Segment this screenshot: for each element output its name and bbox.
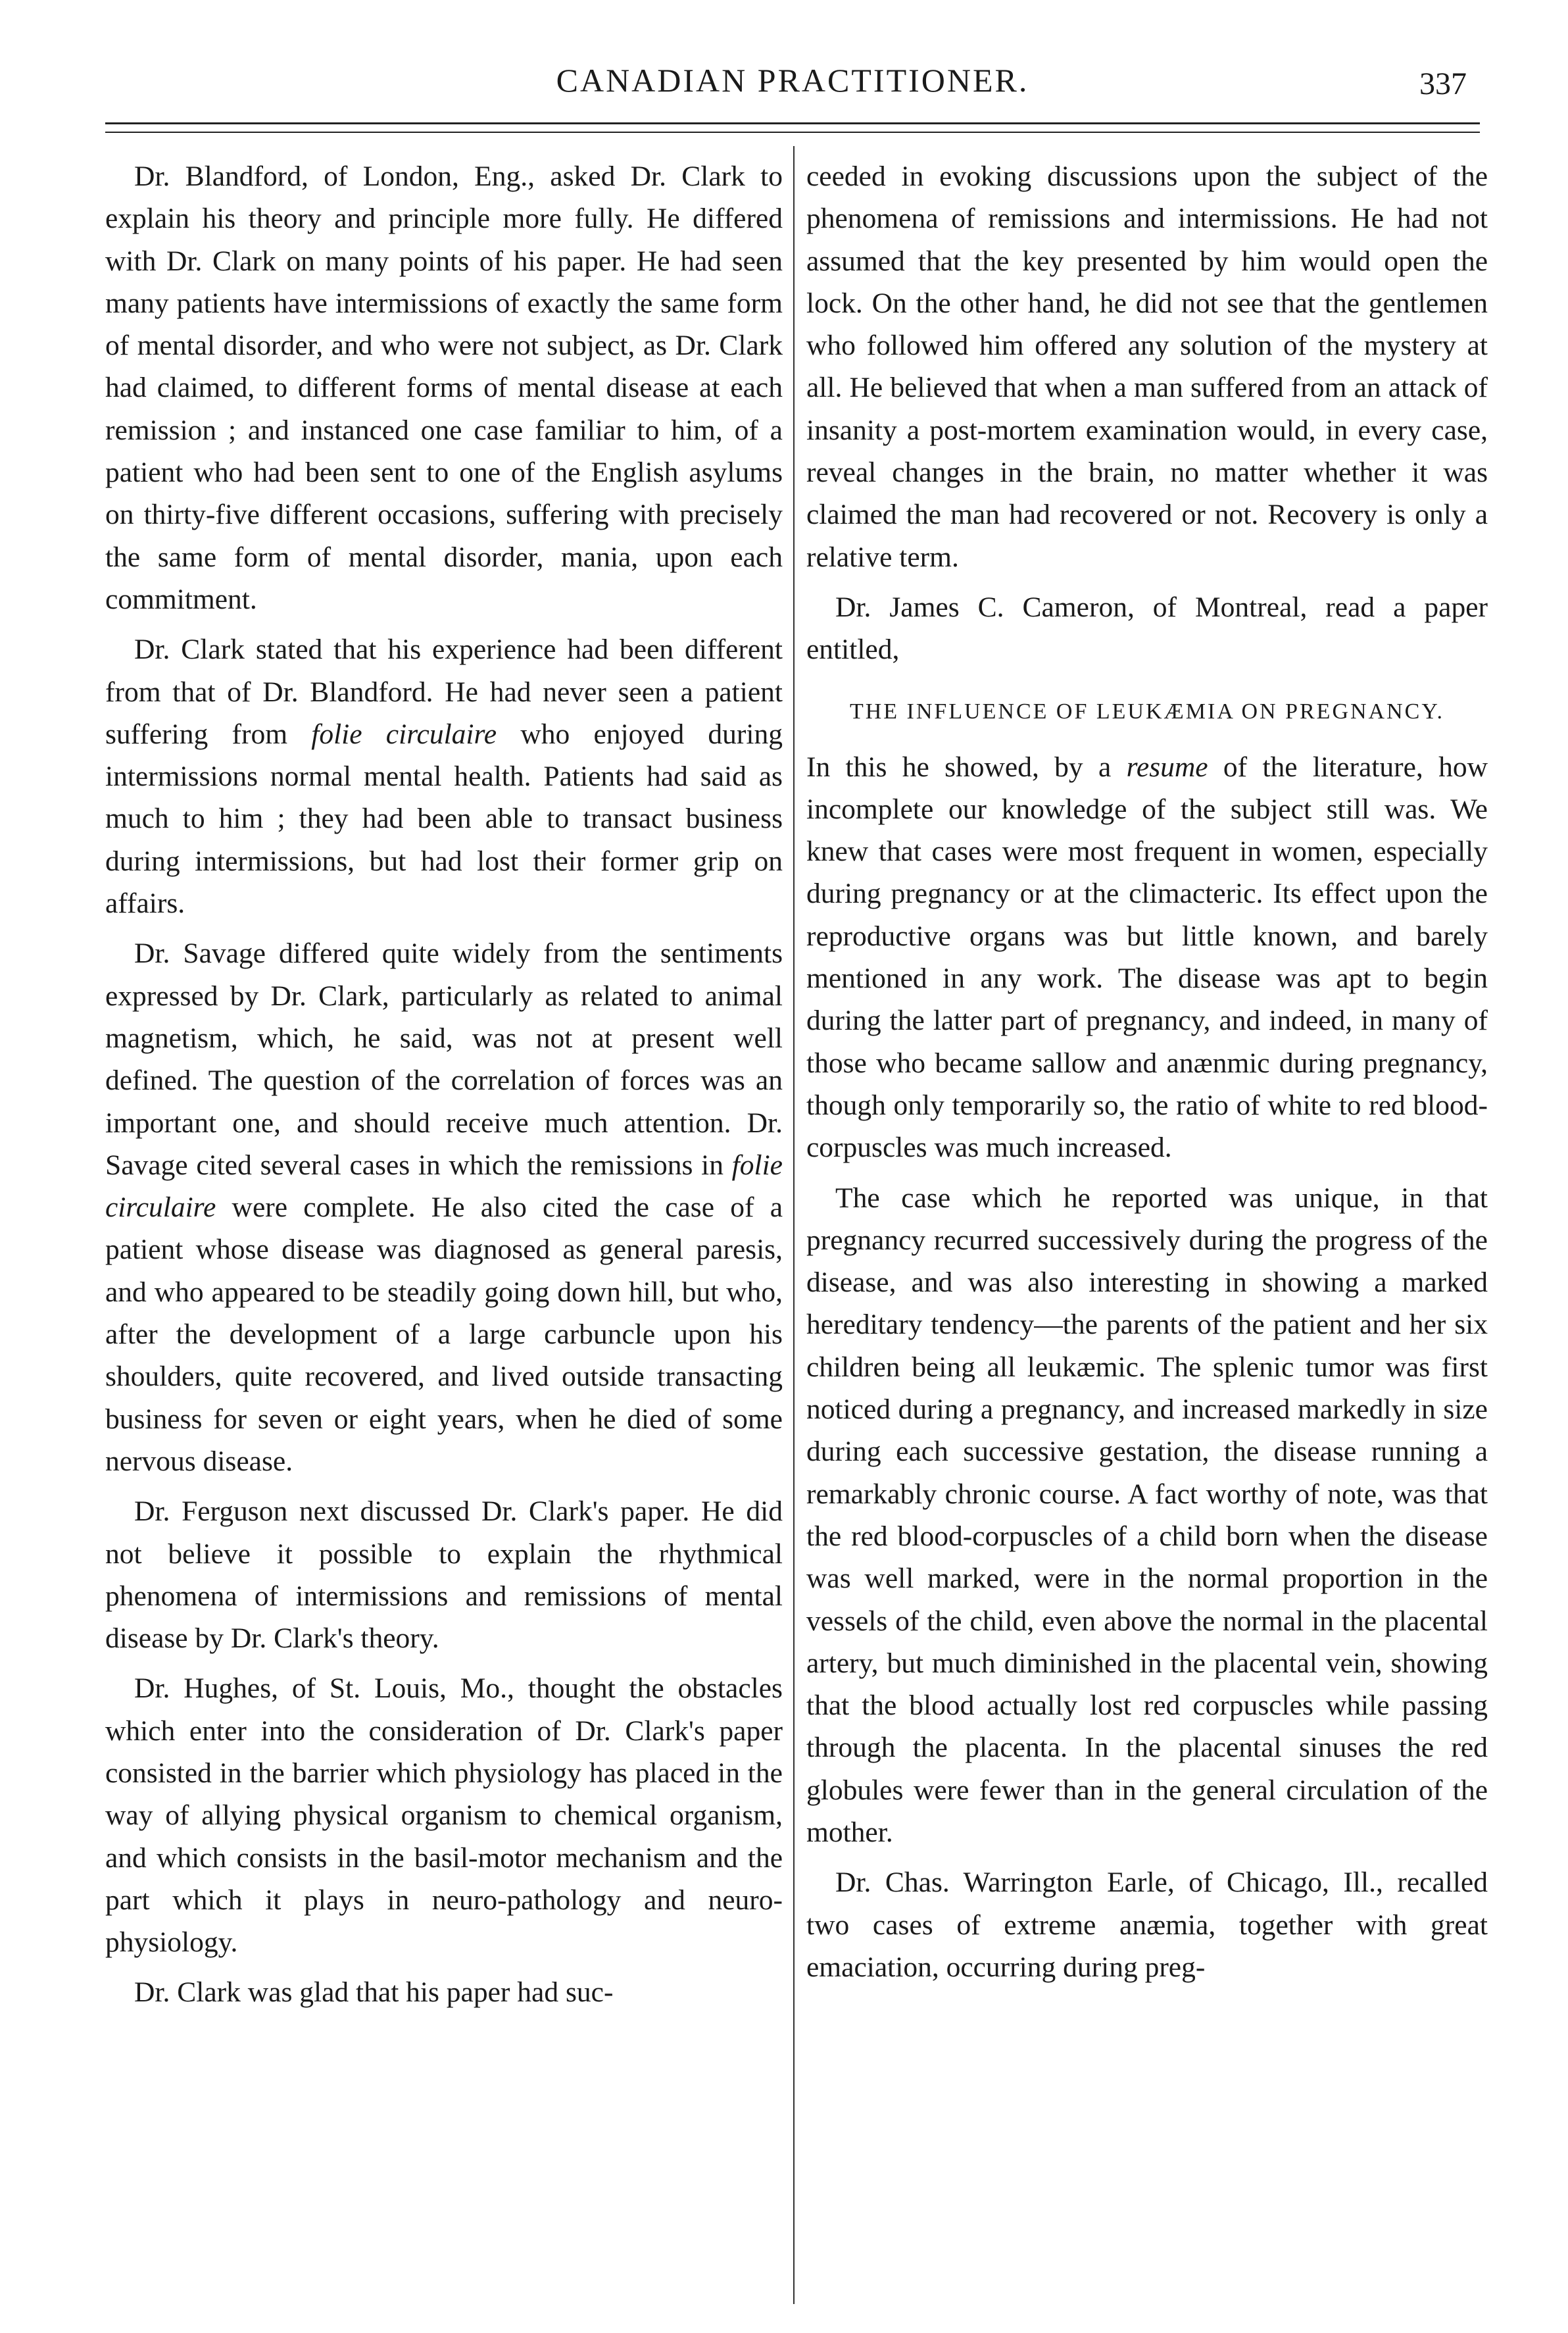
text-run: were complete. He also cited the case of a patient whose disease was diagnosed as general paresis, and who appeared to be steadily going down hill, but who, after the development of a large carbuncle upon his shoulders, quite recovered, and lived outside transacting business for seven or eight years, when he died of some nervous disease. — [105, 1192, 783, 1477]
column-divider — [793, 146, 795, 2304]
text-run: Dr. Savage differed quite widely from the sentiments expressed by Dr. Clark, particularly as related to animal magnetism, which, he said, was not at present well defined. The question of the correlation of forces was an important one, and should receive much attention. Dr. Savage cited several cases in which the remissions in — [105, 938, 783, 1181]
paragraph-earle: Dr. Chas. Warrington Earle, of Chicago, Ill., recalled two cases of extreme anæmia, together with great emaciation, occurring during preg- — [806, 1867, 1488, 1983]
running-title: CANADIAN PRACTITIONER. — [556, 62, 1029, 99]
text-run: who enjoyed during intermissions normal mental health. Patients had said as much to him ; they had been able to transact business during intermissions, but had lost their former grip on affairs. — [105, 718, 783, 920]
paragraph-savage — [105, 932, 783, 1482]
paragraph-cameron-intro: Dr. James C. Cameron, of Montreal, read a paper entitled, — [806, 591, 1488, 666]
paragraph-ferguson: Dr. Ferguson next discussed Dr. Clark's paper. He did not believe it possible to explain the rhythmical phenomena of intermissions and remissions of mental disease by Dr. Clark's theory. — [105, 1495, 783, 1655]
paragraph-resume — [806, 746, 1488, 1169]
text-run: Dr. Clark stated that his experience had been different from that of Dr. Blandford. He had never seen a patient suffering from — [105, 634, 783, 750]
italic-term: folie circulaire — [105, 1149, 783, 1224]
section-heading: THE INFLUENCE OF LEUKÆMIA ON PREGNANCY. — [849, 699, 1445, 724]
paragraph-clark-reply — [105, 628, 783, 924]
text-run: of the literature, how incomplete our knowledge of the subject still was. We knew that cases were most frequent in women, especially during pregnancy or at the climacteric. Its effect upon the reproductive organs was but little known, and barely mentioned in any work. The disease was apt to begin during the latter part of pregnancy, and indeed, in many of those who became sallow and anænmic during pregnancy, though only temporarily so, the ratio of white to red blood-corpuscles was much increased. — [806, 751, 1488, 1164]
paragraph-case-report: The case which he reported was unique, in that pregnancy recurred successively during the progress of the disease, and was also interesting in showing a marked hereditary tendency—the parents of the patient and her six children being all leukæmic. The splenic tumor was first noticed during a pregnancy, and increased markedly in size during each successive gestation, the disease running a remarkably chronic course. A fact worthy of note, was that the red blood-corpuscles of a child born when the disease was well marked, were in the normal proportion in the vessels of the child, even above the normal in the placental artery, but much diminished in the placental vein, showing that the blood actually lost red corpuscles while passing through the placenta. In the placental sinuses the red globules were fewer than in the general circulation of the mother. — [806, 1182, 1488, 1848]
paragraph-hughes: Dr. Hughes, of St. Louis, Mo., thought the obstacles which enter into the consideration of Dr. Clark's paper consisted in the barrier which physiology has placed in the way of allying physical organism to chemical organism, and which consists in the basil-motor mechanism and the part which it plays in neuro-pathology and neuro-physiology. — [105, 1672, 783, 1959]
page-header — [105, 61, 1480, 113]
paragraph-continuation: ceeded in evoking discussions upon the subject of the phenomena of remissions and intermissions. He had not assumed that the key presented by him would open the lock. On the other hand, he did not see that the gentlemen who followed him offered any solution of the mystery at all. He believed that when a man suffered from an attack of insanity a post-mortem examination would, in every case, reveal changes in the brain, no matter whether it was claimed the man had recovered or not. Recovery is only a relative term. — [806, 161, 1488, 573]
header-rule-bottom — [105, 132, 1480, 133]
paragraph-blandford: Dr. Blandford, of London, Eng., asked Dr. Clark to explain his theory and principle more fully. He differed with Dr. Clark on many points of his paper. He had seen many patients have intermissions of exactly the same form of mental disorder, and who were not subject, as Dr. Clark had claimed, to different forms of mental disease at each remission ; and instanced one case familiar to him, of a patient who had been sent to one of the English asylums on thirty-five different occasions, suffering with precisely the same form of mental disorder, mania, upon each commitment. — [105, 161, 783, 615]
header-rule-top — [105, 122, 1480, 124]
paragraph-clark-closing: Dr. Clark was glad that his paper had suc- — [134, 1976, 614, 2009]
italic-term: resume — [1126, 751, 1208, 783]
left-column — [105, 155, 783, 2307]
right-column — [806, 155, 1488, 2307]
page-number: 337 — [1419, 66, 1467, 101]
text-run: In this he showed, by a — [806, 751, 1127, 783]
italic-term: folie circulaire — [311, 718, 497, 750]
